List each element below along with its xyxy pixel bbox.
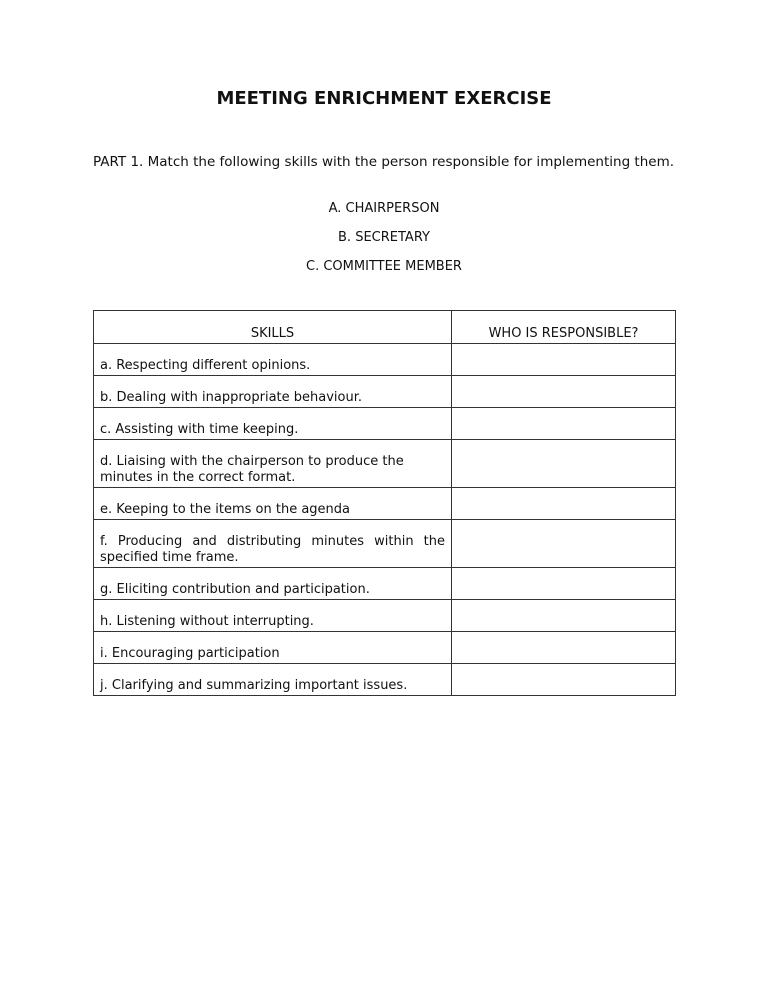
skill-cell: f. Producing and distributing minutes within the specified time frame. [94,520,452,568]
skill-cell: h. Listening without interrupting. [94,600,452,632]
table-row [94,440,676,488]
skill-cell: j. Clarifying and summarizing important issues. [94,664,452,696]
skill-cell: c. Assisting with time keeping. [94,408,452,440]
table-row [94,632,676,664]
skill-cell: g. Eliciting contribution and participation. [94,568,452,600]
answer-cell[interactable] [452,376,676,408]
option-b: B. SECRETARY [338,230,430,245]
skill-cell: d. Liaising with the chairperson to produce the minutes in the correct format. [94,440,452,488]
skill-cell: e. Keeping to the items on the agenda [94,488,452,520]
answer-cell[interactable] [452,408,676,440]
option-c: C. COMMITTEE MEMBER [306,259,462,274]
table-row [94,664,676,696]
page-title: MEETING ENRICHMENT EXERCISE [216,88,552,109]
table-header [94,311,676,344]
option-a: A. CHAIRPERSON [328,201,440,216]
skill-cell: a. Respecting different opinions. [94,344,452,376]
header-responsible: WHO IS RESPONSIBLE? [452,311,676,344]
table-row [94,376,676,408]
answer-cell[interactable] [452,664,676,696]
answer-cell[interactable] [452,600,676,632]
skills-table [93,310,676,696]
answer-cell[interactable] [452,520,676,568]
instructions: PART 1. Match the following skills with the person responsible for implementing them. [93,154,675,170]
table-row [94,408,676,440]
answer-cell[interactable] [452,632,676,664]
skill-cell: i. Encouraging participation [94,632,452,664]
table-row [94,520,676,568]
table-row [94,344,676,376]
table-row [94,600,676,632]
header-skills: SKILLS [94,311,452,344]
table-row [94,568,676,600]
answer-cell[interactable] [452,488,676,520]
answer-cell[interactable] [452,440,676,488]
table-row [94,488,676,520]
skill-cell: b. Dealing with inappropriate behaviour. [94,376,452,408]
answer-cell[interactable] [452,568,676,600]
answer-cell[interactable] [452,344,676,376]
